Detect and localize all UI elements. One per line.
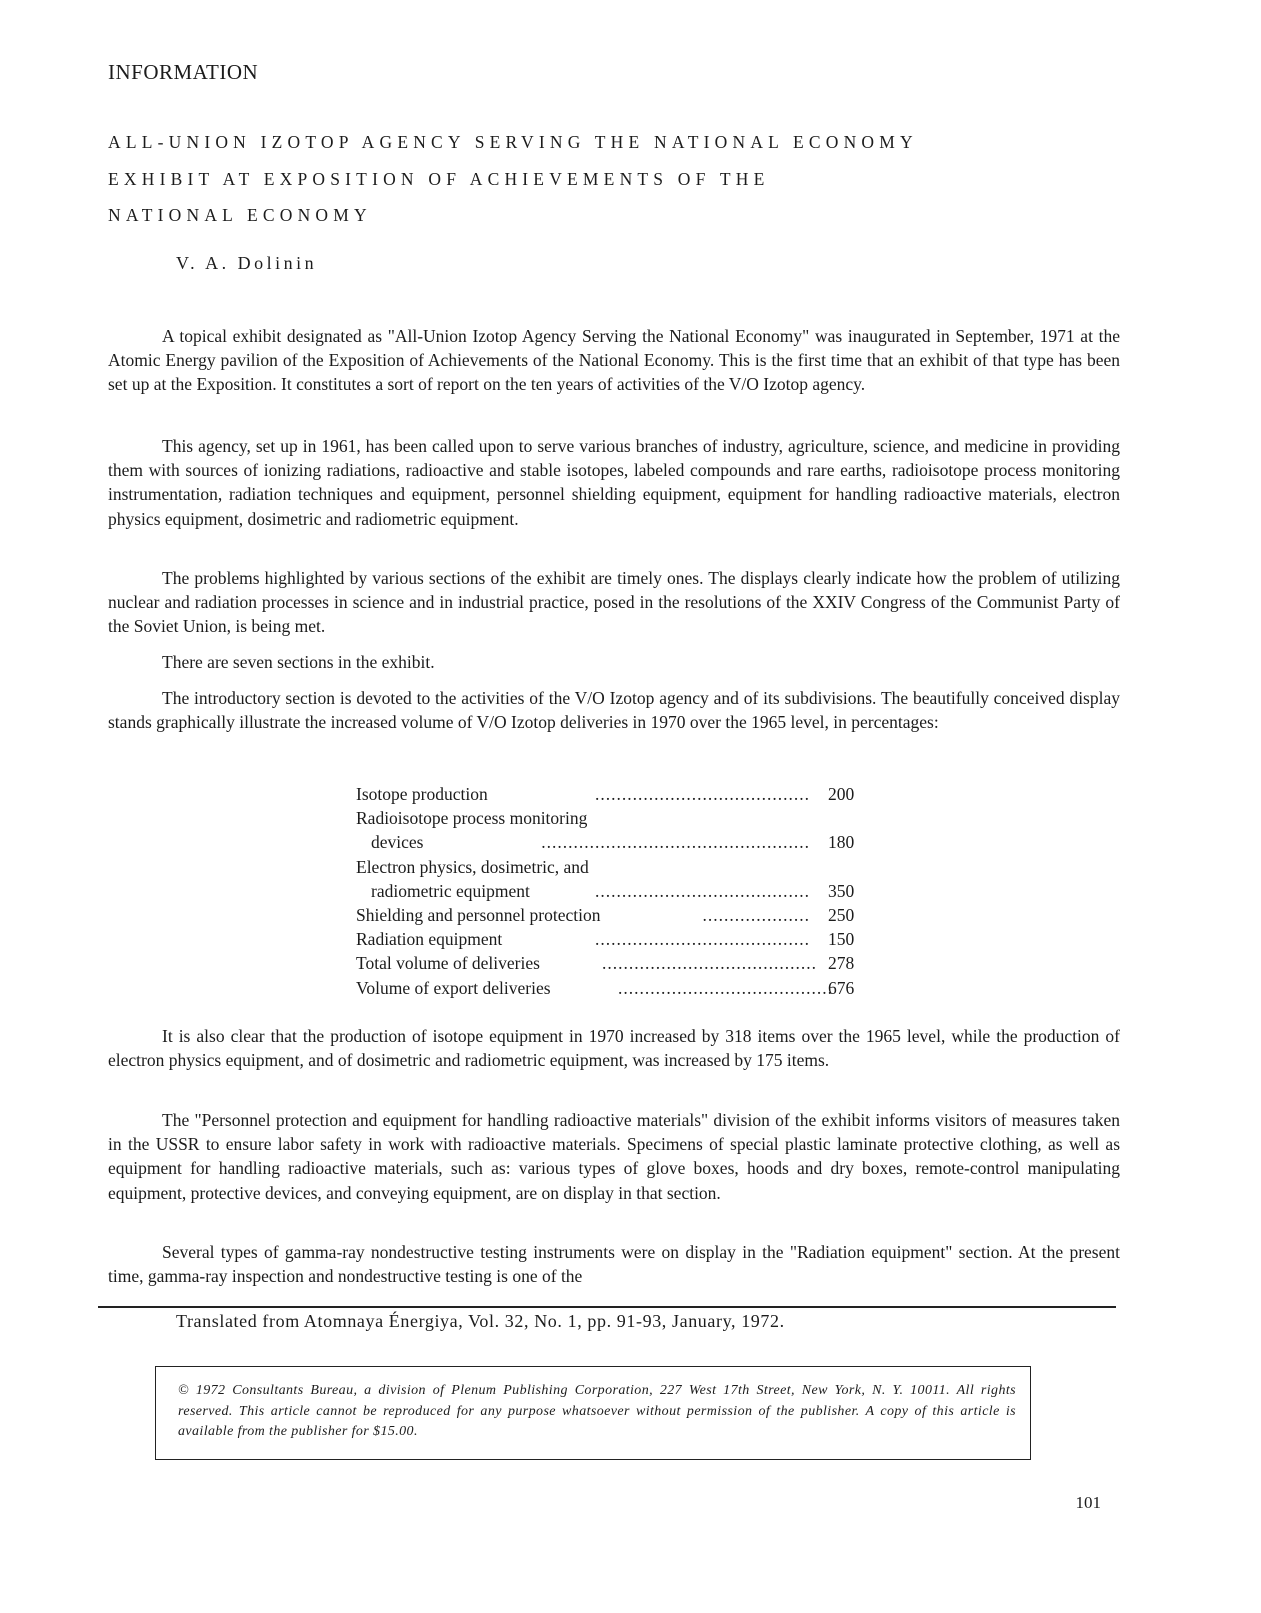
- leader-dots: ........................................: [618, 976, 810, 1000]
- table-row: [356, 903, 866, 927]
- copyright-notice: © 1972 Consultants Bureau, a division of Plenum Publishing Corporation, 227 West 17th Street, New York, N. Y. 10011. All rights reserved. This article cannot be reproduced for any purpose whatsoever without permission of the publisher. A copy of this article is available from the publisher for $15.00.: [178, 1383, 1016, 1439]
- table-row-label: Shielding and personnel protection: [356, 904, 601, 925]
- paragraph-8: Several types of gamma-ray nondestructive testing instruments were on display in the "Radiation equipment" section. At the present time, gamma-ray inspection and nondestructive testing is one of the: [108, 1242, 1120, 1287]
- table-row-label: Volume of export deliveries: [356, 977, 551, 998]
- paragraph-6: It is also clear that the production of isotope equipment in 1970 increased by 318 items over the 1965 level, while the production of electron physics equipment, and of dosimetric and radiometric equipment, was increased by 175 items.: [108, 1026, 1120, 1071]
- paragraph-2: This agency, set up in 1961, has been called upon to serve various branches of industry, agriculture, science, and medicine in providing them with sources of ionizing radiations, radioactive and stable isotopes, labeled compounds and rare earths, radioisotope process monitoring instrumentation, radiation techniques and equipment, personnel shielding equipment, equipment for handling radioactive materials, electron physics equipment, dosimetric and radiometric equipment.: [108, 436, 1120, 529]
- table-row-value: 676: [828, 977, 855, 998]
- title-line-3: NATIONAL ECONOMY: [108, 205, 372, 225]
- section-label: INFORMATION: [108, 60, 259, 84]
- table-row-value: 250: [828, 904, 855, 925]
- table-row-value: 278: [828, 953, 855, 974]
- page-number: 101: [1075, 1493, 1101, 1512]
- leader-dots: ........................................: [584, 879, 810, 903]
- paragraph-1: A topical exhibit designated as "All-Union Izotop Agency Serving the National Economy" was inaugurated in September, 1971 at the Atomic Energy pavilion of the Exposition of Achievements of the National Economy. This is the first time that an exhibit of that type has been set up at the Exposition. It constitutes a sort of report on the ten years of activities of the V/O Izotop agency.: [108, 326, 1120, 395]
- table-row: [356, 782, 866, 806]
- copyright-box: [155, 1366, 1031, 1460]
- table-row-label: Total volume of deliveries: [356, 953, 540, 974]
- footnote-divider: [98, 1306, 1116, 1308]
- table-row: [356, 830, 866, 854]
- leader-dots: ..................................................: [448, 830, 810, 854]
- author-name: V. A. Dolinin: [176, 253, 318, 273]
- leader-dots: ........................................: [550, 927, 810, 951]
- table-row: [356, 927, 866, 951]
- leader-dots: ........................................: [602, 951, 810, 975]
- table-row-value: 180: [828, 832, 855, 853]
- table-row-value: 200: [828, 784, 855, 804]
- table-row-label: Radioisotope process monitoring: [356, 808, 588, 829]
- table-row: [356, 951, 866, 975]
- table-row-value: 350: [828, 880, 855, 901]
- table-row-value: 150: [828, 929, 855, 950]
- table-row: [356, 855, 866, 879]
- table-row-label: Radiation equipment: [356, 929, 503, 950]
- table-row-label-continued: radiometric equipment: [371, 880, 530, 901]
- table-row: [356, 976, 866, 1000]
- paragraph-4: There are seven sections in the exhibit.: [162, 652, 435, 672]
- paragraph-5: The introductory section is devoted to the activities of the V/O Izotop agency and of its subdivisions. The beautifully conceived display stands graphically illustrate the increased volume of V/O Izotop deliveries in 1970 over the 1965 level, in percentages:: [108, 688, 1120, 733]
- table-row: [356, 879, 866, 903]
- leader-dots: ........................................: [530, 782, 810, 806]
- table-row-label: Isotope production: [356, 784, 488, 804]
- table-row: [356, 806, 866, 830]
- paragraph-3: The problems highlighted by various sections of the exhibit are timely ones. The displays clearly indicate how the problem of utilizing nuclear and radiation processes in science and in industrial practice, posed in the resolutions of the XXIV Congress of the Communist Party of the Soviet Union, is being met.: [108, 568, 1120, 637]
- table-row-label: Electron physics, dosimetric, and: [356, 856, 589, 877]
- leader-dots: ....................: [678, 903, 810, 927]
- translation-source-note: Translated from Atomnaya Énergiya, Vol. 32, No. 1, pp. 91-93, January, 1972.: [176, 1311, 785, 1331]
- title-line-2: EXHIBIT AT EXPOSITION OF ACHIEVEMENTS OF THE: [108, 169, 770, 189]
- paragraph-7: The "Personnel protection and equipment for handling radioactive materials" division of the exhibit informs visitors of measures taken in the USSR to ensure labor safety in work with radioactive materials. Specimens of special plastic laminate protective clothing, as well as equipment for handling radioactive materials, such as: various types of glove boxes, hoods and dry boxes, remote-control manipulating equipment, protective devices, and conveying equipment, are on display in that section.: [108, 1110, 1120, 1203]
- title-line-1: ALL-UNION IZOTOP AGENCY SERVING THE NATIONAL ECONOMY: [108, 132, 918, 152]
- deliveries-table: [356, 782, 866, 1000]
- table-row-label-continued: devices: [371, 832, 424, 853]
